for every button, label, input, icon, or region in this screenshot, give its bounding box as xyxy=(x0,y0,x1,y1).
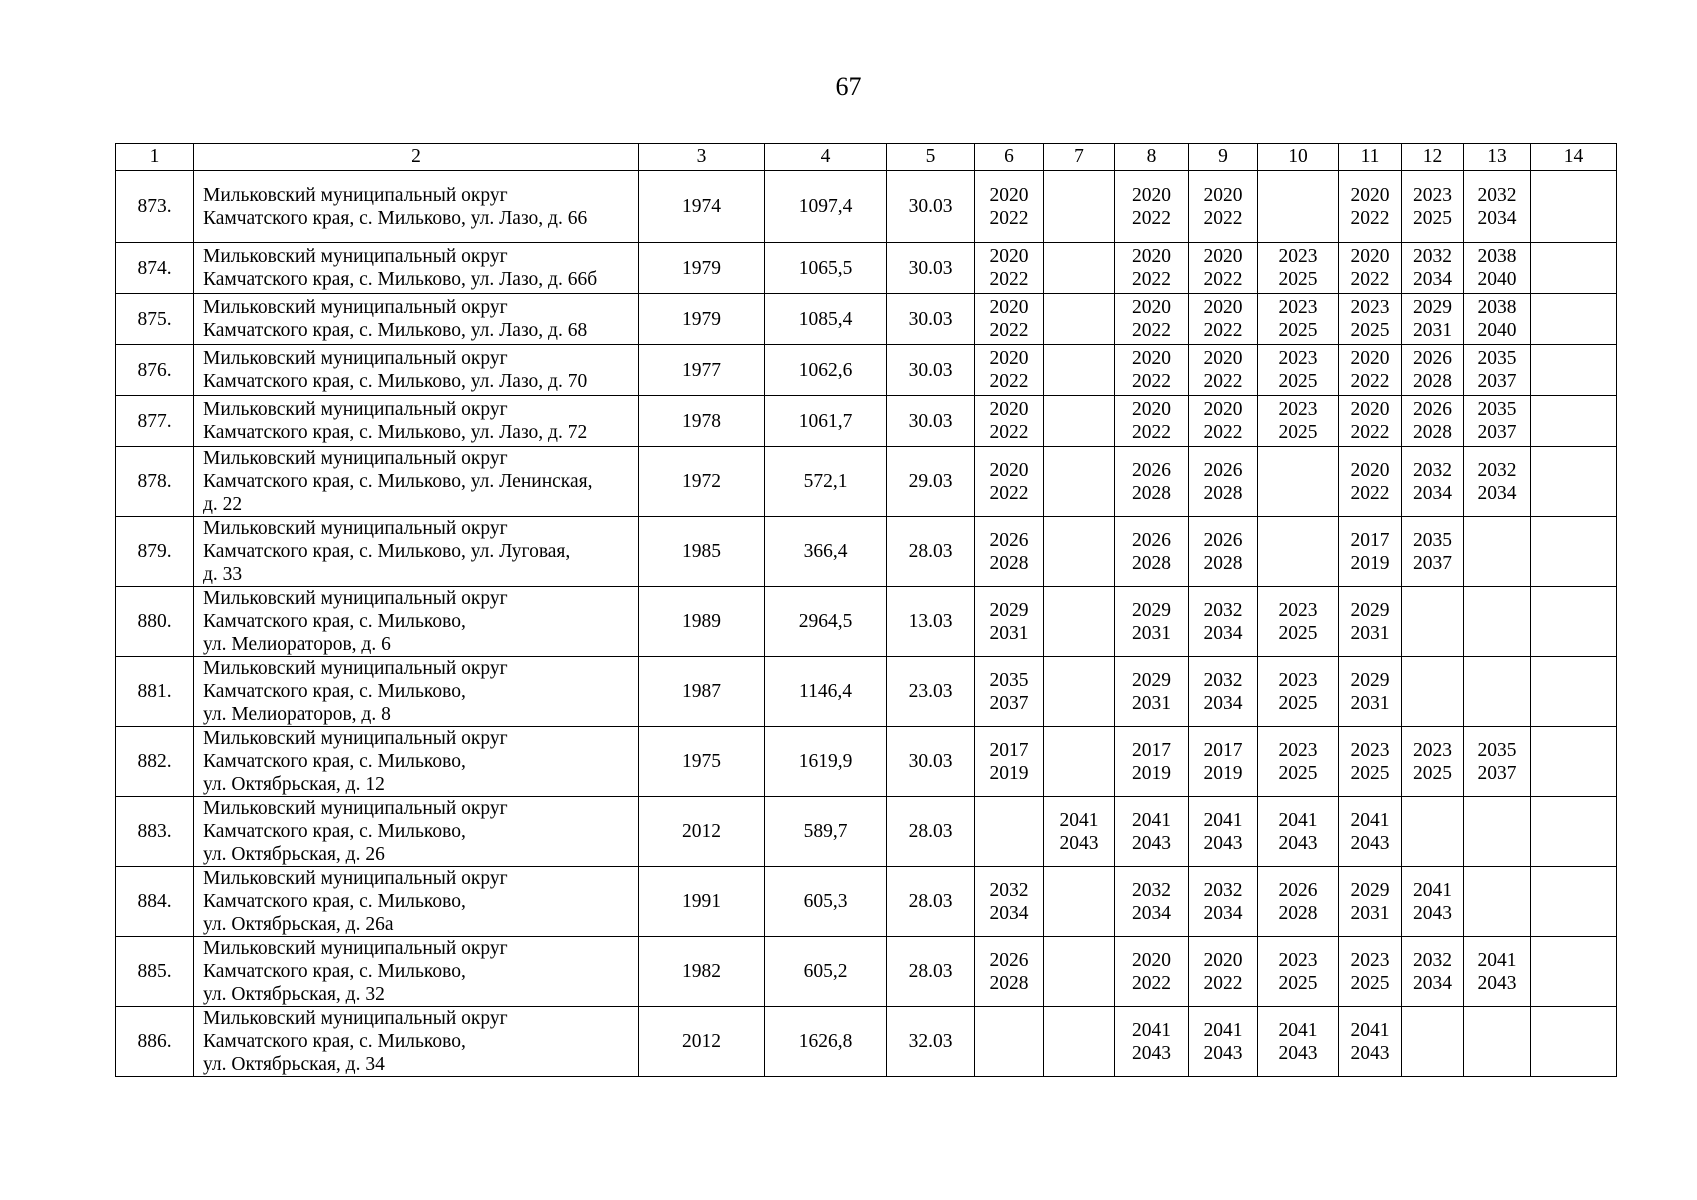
col10-cell: 2023 2025 xyxy=(1258,657,1339,727)
area-cell: 1619,9 xyxy=(765,727,887,797)
col13-cell: 2032 2034 xyxy=(1464,171,1531,243)
address-cell: Мильковский муниципальный округ Камчатского края, с. Мильково, ул. Октябрьская, д. 12 xyxy=(194,727,639,797)
area-cell: 589,7 xyxy=(765,797,887,867)
year-cell: 1977 xyxy=(639,345,765,396)
col10-cell: 2023 2025 xyxy=(1258,727,1339,797)
col7-cell xyxy=(1044,587,1115,657)
col6-cell: 2026 2028 xyxy=(975,937,1044,1007)
table-row xyxy=(116,294,1617,345)
table-row xyxy=(116,867,1617,937)
col6-cell xyxy=(975,1007,1044,1077)
col11-cell: 2020 2022 xyxy=(1339,396,1402,447)
col14-cell xyxy=(1531,171,1617,243)
col8-cell: 2017 2019 xyxy=(1115,727,1189,797)
col6-cell: 2026 2028 xyxy=(975,517,1044,587)
row-number-cell: 881. xyxy=(116,657,194,727)
col5-cell: 30.03 xyxy=(887,243,975,294)
address-cell: Мильковский муниципальный округ Камчатского края, с. Мильково, ул. Октябрьская, д. 26а xyxy=(194,867,639,937)
col5-cell: 28.03 xyxy=(887,867,975,937)
year-cell: 2012 xyxy=(639,797,765,867)
row-number-cell: 877. xyxy=(116,396,194,447)
col8-cell: 2020 2022 xyxy=(1115,396,1189,447)
year-cell: 1989 xyxy=(639,587,765,657)
col11-cell: 2029 2031 xyxy=(1339,587,1402,657)
col9-cell: 2020 2022 xyxy=(1189,171,1258,243)
col7-cell xyxy=(1044,294,1115,345)
col11-cell: 2017 2019 xyxy=(1339,517,1402,587)
address-cell: Мильковский муниципальный округ Камчатского края, с. Мильково, ул. Октябрьская, д. 26 xyxy=(194,797,639,867)
col12-cell: 2029 2031 xyxy=(1402,294,1464,345)
col8-cell: 2041 2043 xyxy=(1115,797,1189,867)
area-cell: 605,3 xyxy=(765,867,887,937)
col10-cell: 2023 2025 xyxy=(1258,294,1339,345)
page-number: 67 xyxy=(835,72,862,101)
col13-cell xyxy=(1464,657,1531,727)
col12-cell xyxy=(1402,587,1464,657)
address-cell: Мильковский муниципальный округ Камчатского края, с. Мильково, ул. Октябрьская, д. 34 xyxy=(194,1007,639,1077)
table-row xyxy=(116,1007,1617,1077)
table-row xyxy=(116,345,1617,396)
col7-cell xyxy=(1044,867,1115,937)
address-cell: Мильковский муниципальный округ Камчатского края, с. Мильково, ул. Лазо, д. 66б xyxy=(194,243,639,294)
col7-cell xyxy=(1044,345,1115,396)
table-row xyxy=(116,657,1617,727)
col7-cell xyxy=(1044,727,1115,797)
col11-cell: 2020 2022 xyxy=(1339,345,1402,396)
col11-cell: 2023 2025 xyxy=(1339,727,1402,797)
col13-cell: 2038 2040 xyxy=(1464,243,1531,294)
col13-cell xyxy=(1464,1007,1531,1077)
col5-cell: 29.03 xyxy=(887,447,975,517)
col9-cell: 2020 2022 xyxy=(1189,294,1258,345)
col8-cell: 2032 2034 xyxy=(1115,867,1189,937)
col6-cell: 2032 2034 xyxy=(975,867,1044,937)
col12-cell xyxy=(1402,797,1464,867)
row-number-cell: 880. xyxy=(116,587,194,657)
address-cell: Мильковский муниципальный округ Камчатского края, с. Мильково, ул. Лазо, д. 72 xyxy=(194,396,639,447)
col13-cell xyxy=(1464,587,1531,657)
col13-cell: 2032 2034 xyxy=(1464,447,1531,517)
year-cell: 2012 xyxy=(639,1007,765,1077)
col7-cell xyxy=(1044,243,1115,294)
area-cell: 1146,4 xyxy=(765,657,887,727)
col13-cell: 2035 2037 xyxy=(1464,727,1531,797)
column-header-8: 8 xyxy=(1115,144,1189,171)
table-row xyxy=(116,243,1617,294)
column-header-11: 11 xyxy=(1339,144,1402,171)
column-header-5: 5 xyxy=(887,144,975,171)
row-number-cell: 883. xyxy=(116,797,194,867)
table-row xyxy=(116,447,1617,517)
area-cell: 1065,5 xyxy=(765,243,887,294)
row-number-cell: 876. xyxy=(116,345,194,396)
col9-cell: 2017 2019 xyxy=(1189,727,1258,797)
col10-cell: 2041 2043 xyxy=(1258,1007,1339,1077)
table-body xyxy=(116,171,1617,1077)
col7-cell xyxy=(1044,171,1115,243)
col10-cell: 2023 2025 xyxy=(1258,396,1339,447)
col5-cell: 30.03 xyxy=(887,294,975,345)
column-header-9: 9 xyxy=(1189,144,1258,171)
col14-cell xyxy=(1531,396,1617,447)
table-row xyxy=(116,517,1617,587)
col14-cell xyxy=(1531,447,1617,517)
table-row xyxy=(116,797,1617,867)
col13-cell: 2035 2037 xyxy=(1464,396,1531,447)
col14-cell xyxy=(1531,1007,1617,1077)
col11-cell: 2020 2022 xyxy=(1339,447,1402,517)
col7-cell xyxy=(1044,657,1115,727)
column-number-header-row xyxy=(116,144,1617,171)
column-header-2: 2 xyxy=(194,144,639,171)
year-cell: 1987 xyxy=(639,657,765,727)
column-header-7: 7 xyxy=(1044,144,1115,171)
col14-cell xyxy=(1531,657,1617,727)
column-header-14: 14 xyxy=(1531,144,1617,171)
col8-cell: 2020 2022 xyxy=(1115,345,1189,396)
col12-cell: 2032 2034 xyxy=(1402,243,1464,294)
address-cell: Мильковский муниципальный округ Камчатского края, с. Мильково, ул. Лазо, д. 70 xyxy=(194,345,639,396)
col5-cell: 30.03 xyxy=(887,727,975,797)
col8-cell: 2029 2031 xyxy=(1115,657,1189,727)
col8-cell: 2026 2028 xyxy=(1115,447,1189,517)
col12-cell: 2041 2043 xyxy=(1402,867,1464,937)
table-row xyxy=(116,171,1617,243)
col11-cell: 2023 2025 xyxy=(1339,937,1402,1007)
col9-cell: 2020 2022 xyxy=(1189,937,1258,1007)
col12-cell: 2023 2025 xyxy=(1402,171,1464,243)
table-row xyxy=(116,937,1617,1007)
col5-cell: 28.03 xyxy=(887,937,975,1007)
address-cell: Мильковский муниципальный округ Камчатского края, с. Мильково, ул. Луговая, д. 33 xyxy=(194,517,639,587)
col8-cell: 2020 2022 xyxy=(1115,243,1189,294)
col13-cell: 2038 2040 xyxy=(1464,294,1531,345)
table-row xyxy=(116,587,1617,657)
area-cell: 1062,6 xyxy=(765,345,887,396)
year-cell: 1982 xyxy=(639,937,765,1007)
row-number-cell: 873. xyxy=(116,171,194,243)
col14-cell xyxy=(1531,243,1617,294)
col12-cell: 2023 2025 xyxy=(1402,727,1464,797)
col10-cell: 2023 2025 xyxy=(1258,345,1339,396)
column-header-1: 1 xyxy=(116,144,194,171)
col5-cell: 30.03 xyxy=(887,396,975,447)
col12-cell: 2032 2034 xyxy=(1402,447,1464,517)
col7-cell xyxy=(1044,937,1115,1007)
col5-cell: 30.03 xyxy=(887,171,975,243)
col12-cell xyxy=(1402,657,1464,727)
col9-cell: 2026 2028 xyxy=(1189,517,1258,587)
area-cell: 366,4 xyxy=(765,517,887,587)
col9-cell: 2020 2022 xyxy=(1189,345,1258,396)
col7-cell xyxy=(1044,1007,1115,1077)
area-cell: 605,2 xyxy=(765,937,887,1007)
column-header-3: 3 xyxy=(639,144,765,171)
column-header-6: 6 xyxy=(975,144,1044,171)
year-cell: 1975 xyxy=(639,727,765,797)
year-cell: 1991 xyxy=(639,867,765,937)
col14-cell xyxy=(1531,587,1617,657)
col11-cell: 2029 2031 xyxy=(1339,657,1402,727)
col13-cell xyxy=(1464,517,1531,587)
col9-cell: 2020 2022 xyxy=(1189,396,1258,447)
col11-cell: 2023 2025 xyxy=(1339,294,1402,345)
col8-cell: 2041 2043 xyxy=(1115,1007,1189,1077)
year-cell: 1972 xyxy=(639,447,765,517)
address-cell: Мильковский муниципальный округ Камчатского края, с. Мильково, ул. Лазо, д. 68 xyxy=(194,294,639,345)
col5-cell: 28.03 xyxy=(887,517,975,587)
column-header-10: 10 xyxy=(1258,144,1339,171)
col7-cell xyxy=(1044,396,1115,447)
column-header-4: 4 xyxy=(765,144,887,171)
year-cell: 1979 xyxy=(639,243,765,294)
col9-cell: 2026 2028 xyxy=(1189,447,1258,517)
col10-cell: 2023 2025 xyxy=(1258,937,1339,1007)
table-row xyxy=(116,727,1617,797)
row-number-cell: 875. xyxy=(116,294,194,345)
col14-cell xyxy=(1531,797,1617,867)
col6-cell: 2035 2037 xyxy=(975,657,1044,727)
table-row xyxy=(116,396,1617,447)
area-cell: 1085,4 xyxy=(765,294,887,345)
col10-cell xyxy=(1258,171,1339,243)
address-cell: Мильковский муниципальный округ Камчатского края, с. Мильково, ул. Ленинская, д. 22 xyxy=(194,447,639,517)
col11-cell: 2041 2043 xyxy=(1339,797,1402,867)
col9-cell: 2032 2034 xyxy=(1189,657,1258,727)
col13-cell: 2035 2037 xyxy=(1464,345,1531,396)
col5-cell: 28.03 xyxy=(887,797,975,867)
col5-cell: 23.03 xyxy=(887,657,975,727)
col13-cell xyxy=(1464,867,1531,937)
year-cell: 1979 xyxy=(639,294,765,345)
housing-repair-schedule-table xyxy=(115,143,1617,1077)
col5-cell: 30.03 xyxy=(887,345,975,396)
col7-cell xyxy=(1044,447,1115,517)
col6-cell: 2020 2022 xyxy=(975,396,1044,447)
col11-cell: 2029 2031 xyxy=(1339,867,1402,937)
row-number-cell: 886. xyxy=(116,1007,194,1077)
col9-cell: 2020 2022 xyxy=(1189,243,1258,294)
col10-cell: 2023 2025 xyxy=(1258,243,1339,294)
col10-cell xyxy=(1258,517,1339,587)
col8-cell: 2020 2022 xyxy=(1115,171,1189,243)
col12-cell: 2026 2028 xyxy=(1402,396,1464,447)
area-cell: 1097,4 xyxy=(765,171,887,243)
col6-cell: 2029 2031 xyxy=(975,587,1044,657)
col6-cell: 2020 2022 xyxy=(975,243,1044,294)
address-cell: Мильковский муниципальный округ Камчатского края, с. Мильково, ул. Мелиораторов, д. 6 xyxy=(194,587,639,657)
year-cell: 1974 xyxy=(639,171,765,243)
col13-cell: 2041 2043 xyxy=(1464,937,1531,1007)
col12-cell xyxy=(1402,1007,1464,1077)
column-header-13: 13 xyxy=(1464,144,1531,171)
address-cell: Мильковский муниципальный округ Камчатского края, с. Мильково, ул. Октябрьская, д. 32 xyxy=(194,937,639,1007)
col10-cell: 2023 2025 xyxy=(1258,587,1339,657)
col6-cell: 2020 2022 xyxy=(975,345,1044,396)
col6-cell: 2020 2022 xyxy=(975,294,1044,345)
row-number-cell: 878. xyxy=(116,447,194,517)
area-cell: 2964,5 xyxy=(765,587,887,657)
year-cell: 1985 xyxy=(639,517,765,587)
col7-cell xyxy=(1044,517,1115,587)
row-number-cell: 884. xyxy=(116,867,194,937)
area-cell: 1626,8 xyxy=(765,1007,887,1077)
column-header-12: 12 xyxy=(1402,144,1464,171)
col14-cell xyxy=(1531,345,1617,396)
address-cell: Мильковский муниципальный округ Камчатского края, с. Мильково, ул. Лазо, д. 66 xyxy=(194,171,639,243)
col9-cell: 2041 2043 xyxy=(1189,797,1258,867)
col10-cell: 2041 2043 xyxy=(1258,797,1339,867)
row-number-cell: 882. xyxy=(116,727,194,797)
col5-cell: 32.03 xyxy=(887,1007,975,1077)
col6-cell: 2017 2019 xyxy=(975,727,1044,797)
col14-cell xyxy=(1531,727,1617,797)
col9-cell: 2032 2034 xyxy=(1189,867,1258,937)
col8-cell: 2020 2022 xyxy=(1115,937,1189,1007)
row-number-cell: 885. xyxy=(116,937,194,1007)
row-number-cell: 879. xyxy=(116,517,194,587)
col8-cell: 2020 2022 xyxy=(1115,294,1189,345)
col6-cell: 2020 2022 xyxy=(975,171,1044,243)
col11-cell: 2020 2022 xyxy=(1339,243,1402,294)
col11-cell: 2020 2022 xyxy=(1339,171,1402,243)
col6-cell xyxy=(975,797,1044,867)
col8-cell: 2029 2031 xyxy=(1115,587,1189,657)
area-cell: 572,1 xyxy=(765,447,887,517)
col12-cell: 2032 2034 xyxy=(1402,937,1464,1007)
col12-cell: 2035 2037 xyxy=(1402,517,1464,587)
col14-cell xyxy=(1531,937,1617,1007)
col5-cell: 13.03 xyxy=(887,587,975,657)
col13-cell xyxy=(1464,797,1531,867)
col6-cell: 2020 2022 xyxy=(975,447,1044,517)
col9-cell: 2032 2034 xyxy=(1189,587,1258,657)
col14-cell xyxy=(1531,294,1617,345)
col12-cell: 2026 2028 xyxy=(1402,345,1464,396)
col11-cell: 2041 2043 xyxy=(1339,1007,1402,1077)
area-cell: 1061,7 xyxy=(765,396,887,447)
col10-cell xyxy=(1258,447,1339,517)
row-number-cell: 874. xyxy=(116,243,194,294)
col7-cell: 2041 2043 xyxy=(1044,797,1115,867)
col10-cell: 2026 2028 xyxy=(1258,867,1339,937)
year-cell: 1978 xyxy=(639,396,765,447)
col14-cell xyxy=(1531,517,1617,587)
col8-cell: 2026 2028 xyxy=(1115,517,1189,587)
address-cell: Мильковский муниципальный округ Камчатского края, с. Мильково, ул. Мелиораторов, д. 8 xyxy=(194,657,639,727)
col9-cell: 2041 2043 xyxy=(1189,1007,1258,1077)
col14-cell xyxy=(1531,867,1617,937)
